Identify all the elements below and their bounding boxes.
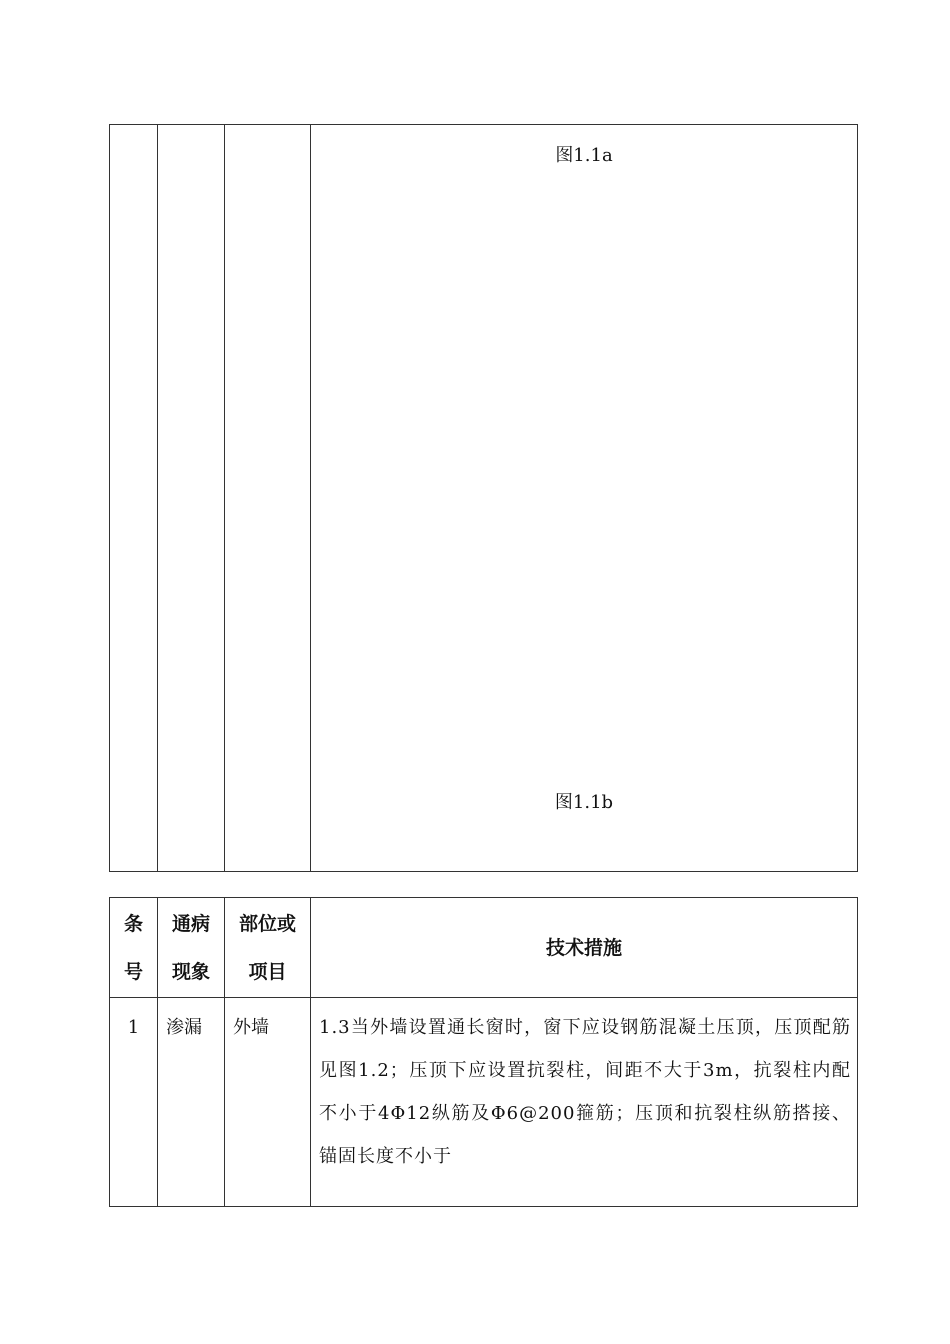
header-location-line1: 部位或 xyxy=(238,912,296,935)
header-number-line1: 条 xyxy=(123,912,143,935)
header-defect-line2: 现象 xyxy=(171,960,210,983)
header-location xyxy=(225,898,311,998)
row-location: 外墙 xyxy=(225,998,311,1207)
row-measure: 1.3当外墙设置通长窗时，窗下应设钢筋混凝土压顶，压顶配筋见图1.2；压顶下应设置抗裂柱，间距不大于3m，抗裂柱内配不小于4Φ12纵筋及Φ6@200箍筋；压顶和抗裂柱纵筋搭接、锚固长度不小于 xyxy=(311,998,858,1207)
header-defect-line1: 通病 xyxy=(171,912,210,935)
technical-measures-table xyxy=(109,897,858,1207)
row-defect: 渗漏 xyxy=(158,998,225,1207)
figure-cell xyxy=(311,125,858,872)
figure-1-1a-caption: 图1.1a xyxy=(555,145,613,166)
continuation-table xyxy=(109,124,858,872)
header-number-line2: 号 xyxy=(123,960,143,983)
empty-location-cell xyxy=(225,125,311,872)
row-number: 1 xyxy=(110,998,158,1207)
header-location-line2: 项目 xyxy=(248,960,287,983)
header-row xyxy=(110,898,858,998)
table-row xyxy=(110,998,858,1207)
figure-1-1b-caption: 图1.1b xyxy=(554,792,614,813)
empty-defect-cell xyxy=(158,125,225,872)
header-number xyxy=(110,898,158,998)
header-measures: 技术措施 xyxy=(311,898,858,998)
header-defect xyxy=(158,898,225,998)
empty-number-cell xyxy=(110,125,158,872)
